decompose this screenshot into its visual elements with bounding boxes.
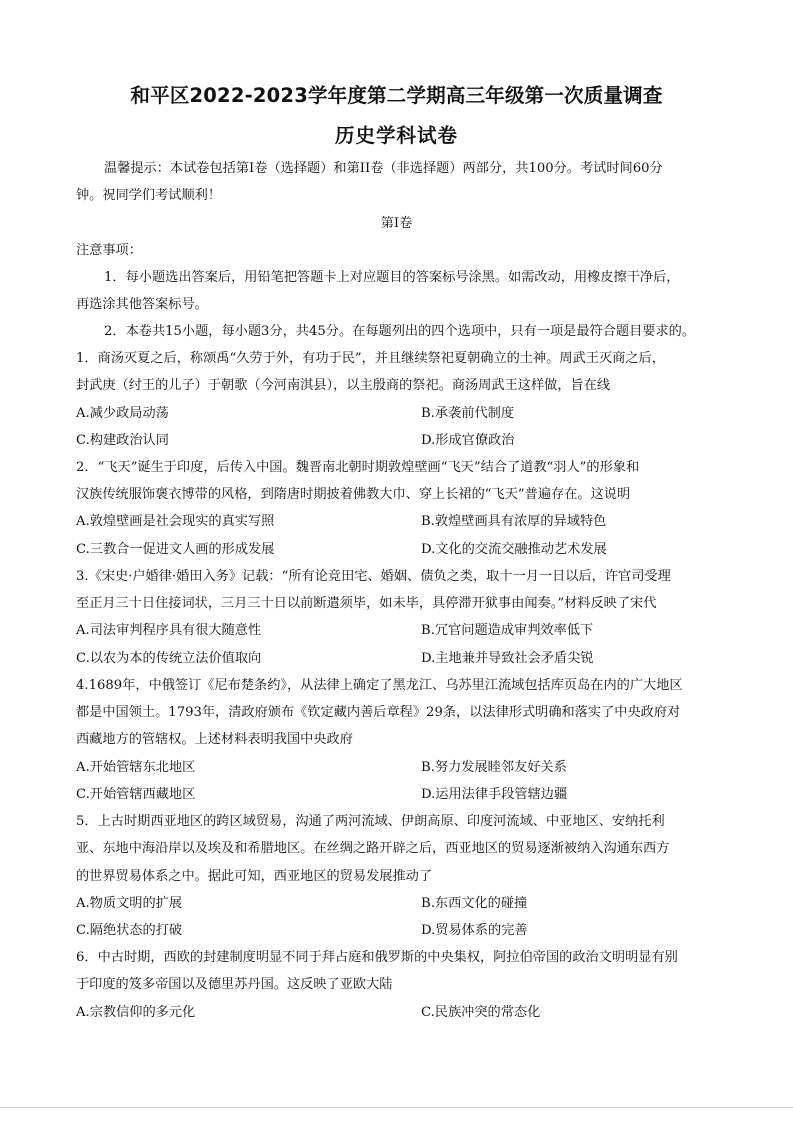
question-2-option-b[interactable]: B.敦煌壁画具有浓厚的异域特色 bbox=[421, 514, 607, 529]
question-2-option-c[interactable]: C.三教合一促进文人画的形成发展 bbox=[76, 542, 275, 557]
question-1-option-a[interactable]: A.减少政局动荡 bbox=[76, 406, 169, 421]
question-1-option-b[interactable]: B.承袭前代制度 bbox=[421, 406, 515, 421]
question-2-option-a[interactable]: A.敦煌壁画是社会现实的真实写照 bbox=[76, 514, 275, 529]
question-4-option-a[interactable]: A.开始管辖东北地区 bbox=[76, 760, 196, 775]
question-3-option-d[interactable]: D.主地兼并导致社会矛盾尖锐 bbox=[421, 651, 594, 666]
question-3-option-a[interactable]: A.司法审判程序具有很大随意性 bbox=[76, 623, 262, 638]
question-4-line-3: 西藏地方的管辖权。上述材料表明我国中央政府 bbox=[76, 732, 353, 747]
question-6-option-c[interactable]: C.民族冲突的常态化 bbox=[421, 1005, 541, 1020]
question-5-option-a[interactable]: A.物质文明的扩展 bbox=[76, 896, 183, 911]
question-2-option-d[interactable]: D.文化的交流交融推动艺术发展 bbox=[421, 542, 607, 557]
question-4-option-c[interactable]: C.开始管辖西藏地区 bbox=[76, 787, 196, 802]
question-3-line-1: 3.《宋史·户婚律·婚田入务》记载：“所有论竞田宅、婚姻、债负之类，取十一月一日以后，许官司受理 bbox=[76, 569, 671, 584]
question-3-option-c[interactable]: C.以农为本的传统立法价值取向 bbox=[76, 651, 262, 666]
question-4-option-d[interactable]: D.运用法律手段管辖边疆 bbox=[421, 787, 568, 802]
question-2-line-1: 2．“飞天”诞生于印度，后传入中国。魏晋南北朝时期敦煌壁画“飞天”结合了道教“羽人”的形象和 bbox=[76, 460, 640, 475]
page-subtitle: 历史学科试卷 bbox=[334, 124, 458, 147]
question-5-line-2: 亚、东地中海沿岸以及埃及和希腊地区。在丝绸之路开辟之后，西亚地区的贸易逐渐被纳入沟通东西方 bbox=[76, 841, 670, 856]
question-1-line-2: 封武庚（纣王的儿子）于朝歌（今河南淇县），以主殷商的祭祀。商汤周武王这样做，旨在线 bbox=[76, 378, 611, 393]
question-5-option-c[interactable]: C.隔绝状态的打破 bbox=[76, 923, 183, 938]
section-heading: 第I卷 bbox=[380, 216, 413, 231]
question-5-option-d[interactable]: D.贸易体系的完善 bbox=[421, 923, 528, 938]
question-5-line-1: 5．上古时期西亚地区的跨区域贸易，沟通了两河流域、伊朗高原、印度河流域、中亚地区、安纳托利 bbox=[76, 814, 665, 829]
question-3-option-b[interactable]: B.冗官问题造成审判效率低下 bbox=[421, 623, 594, 638]
question-4-line-1: 4.1689年，中俄签订《尼布楚条约》，从法律上确定了黑龙江、乌苏里江流域包括库页岛在内的广大地区 bbox=[76, 678, 683, 693]
question-1-option-d[interactable]: D.形成官僚政治 bbox=[421, 433, 515, 448]
question-6-option-a[interactable]: A.宗教信仰的多元化 bbox=[76, 1005, 196, 1020]
question-4-line-2: 都是中国领土。1793年，清政府颁布《钦定藏内善后章程》29条，以法律形式明确和落实了中央政府对 bbox=[76, 705, 681, 720]
question-4-option-b[interactable]: B.努力发展睦邻友好关系 bbox=[421, 760, 567, 775]
question-5-line-3: 的世界贸易体系之中。据此可知，西亚地区的贸易发展推动了 bbox=[76, 869, 433, 884]
attention-item-1-line-2: 再选涂其他答案标号。 bbox=[76, 297, 208, 312]
question-6-line-1: 6．中古时期，西欧的封建制度明显不同于拜占庭和俄罗斯的中央集权，阿拉伯帝国的政治文明明显有别 bbox=[76, 950, 678, 965]
question-1-option-c[interactable]: C.构建政治认同 bbox=[76, 433, 169, 448]
attention-item-1-line-1: 1．每小题选出答案后，用铅笔把答题卡上对应题目的答案标号涂黑。如需改动，用橡皮擦干净后， bbox=[104, 270, 680, 285]
attention-item-2: 2．本卷共15小题，每小题3分，共45分。在每题列出的四个选项中，只有一项是最符合题目要求的。 bbox=[104, 324, 696, 339]
notice-line-2: 钟。祝同学们考试顺利！ bbox=[76, 188, 222, 203]
question-3-line-2: 至正月三十日住接词状，三月三十日以前断遣须毕，如未毕，具停滞开狱事由闻奏。”材料反映了宋代 bbox=[76, 596, 657, 611]
question-2-line-2: 汉族传统服饰褒衣博带的风格，到隋唐时期披着佛教大巾、穿上长裙的“飞天”普遍存在。这说明 bbox=[76, 487, 631, 502]
page-bottom-divider bbox=[0, 1107, 793, 1108]
page-title: 和平区2022-2023学年度第二学期高三年级第一次质量调查 bbox=[130, 84, 663, 107]
question-6-line-2: 于印度的笈多帝国以及德里苏丹国。这反映了亚欧大陆 bbox=[76, 977, 393, 992]
question-1-line-1: 1．商汤灭夏之后，称颂禹“久劳于外，有功于民”，并且继续祭祀夏朝确立的土神。周武王灭商之后， bbox=[76, 351, 665, 366]
question-5-option-b[interactable]: B.东西文化的碰撞 bbox=[421, 896, 528, 911]
notice-line-1: 温馨提示：本试卷包括第I卷（选择题）和第II卷（非选择题）两部分，共100分。考试时间60分 bbox=[104, 161, 663, 176]
attention-heading: 注意事项： bbox=[76, 243, 142, 258]
